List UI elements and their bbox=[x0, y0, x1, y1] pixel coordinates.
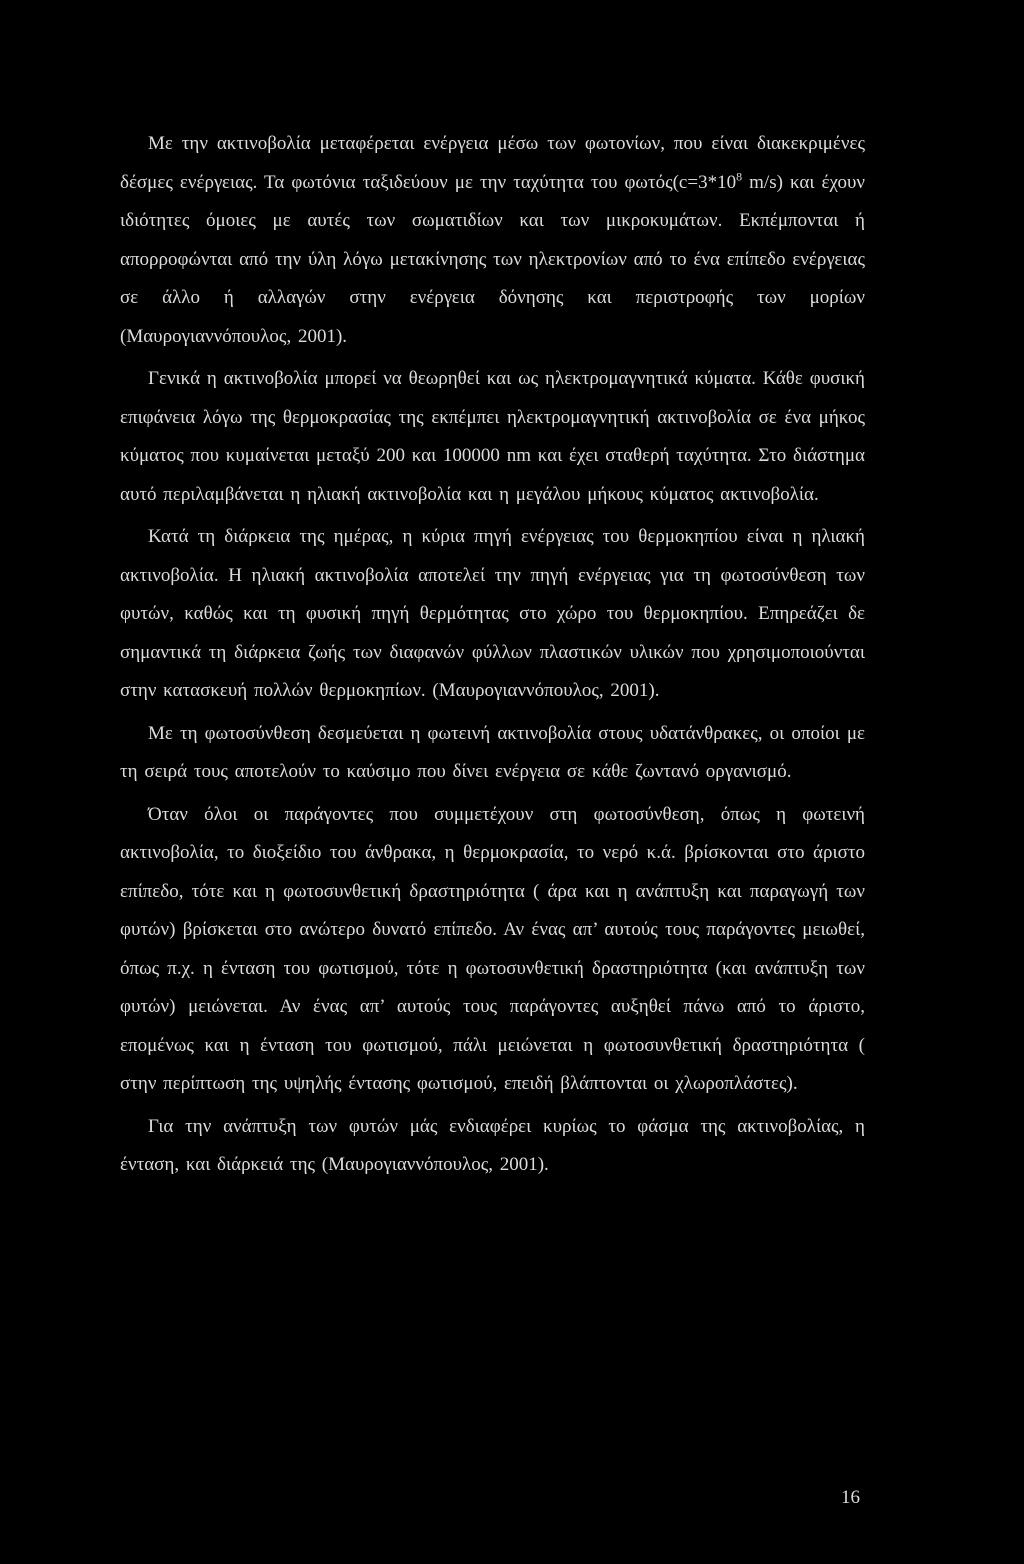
document-body bbox=[120, 125, 865, 1185]
paragraph-electromagnetic-waves: Γενικά η ακτινοβολία μπορεί να θεωρηθεί και ως ηλεκτρομαγνητικά κύματα. Κάθε φυσική επιφάνεια λόγω της θερμοκρασίας της εκπέμπει ηλεκτρομαγνητική ακτινοβολία σε ένα μήκος κύματος που κυμαίνεται μεταξύ 200 και 100000 nm και έχει σταθερή ταχύτητα. Στο διάστημα αυτό περιλαμβάνεται η ηλιακή ακτινοβολία και η μεγάλου μήκους κύματος ακτινοβολία. bbox=[120, 368, 865, 505]
paragraph-photosynthesis: Με τη φωτοσύνθεση δεσμεύεται η φωτεινή ακτινοβολία στους υδατάνθρακες, οι οποίοι με τη σειρά τους αποτελούν το καύσιμο που δίνει ενέργεια σε κάθε ζωντανό οργανισμό. bbox=[120, 722, 865, 782]
page-number: 16 bbox=[841, 1487, 860, 1508]
paragraph-greenhouse-solar: Κατά τη διάρκεια της ημέρας, η κύρια πηγή ενέργειας του θερμοκηπίου είναι η ηλιακή ακτινοβολία. Η ηλιακή ακτινοβολία αποτελεί την πηγή ενέργειας για τη φωτοσύνθεση των φυτών, καθώς και τη φυσική πηγή θερμότητας στο χώρο του θερμοκηπίου. Επηρεάζει δε σημαντικά τη διάρκεια ζωής των διαφανών φύλλων πλαστικών υλικών που χρησιμοποιούνται στην κατασκευή πολλών θερμοκηπίων. (Μαυρογιαννόπουλος, 2001). bbox=[120, 526, 865, 701]
paragraph-radiation-energy bbox=[120, 125, 865, 356]
paragraph-optimal-factors: Όταν όλοι οι παράγοντες που συμμετέχουν στη φωτοσύνθεση, όπως η φωτεινή ακτινοβολία, το διοξείδιο του άνθρακα, η θερμοκρασία, το νερό κ.ά. βρίσκονται στο άριστο επίπεδο, τότε και η φωτοσυνθετική δραστηριότητα ( άρα και η ανάπτυξη και παραγωγή των φυτών) βρίσκεται στο ανώτερο δυνατό επίπεδο. Αν ένας απ’ αυτούς τους παράγοντες μειωθεί, όπως π.χ. η ένταση του φωτισμού, τότε η φωτοσυνθετική δραστηριότητα (και ανάπτυξη των φυτών) μειώνεται. Αν ένας απ’ αυτούς τους παράγοντες αυξηθεί πάνω από το άριστο, επομένως και η ένταση του φωτισμού, πάλι μειώνεται η φωτοσυνθετική δραστηριότητα ( στην περίπτωση της υψηλής έντασης φωτισμού, επειδή βλάπτονται οι χλωροπλάστες). bbox=[120, 803, 865, 1094]
paragraph-1-text: Με την ακτινοβολία μεταφέρεται ενέργεια μέσω των φωτονίων, που είναι διακεκριμένες δέσμες ενέργειας. Τα φωτόνια ταξιδεύουν με την ταχύτητα του φωτός(c=3*10 bbox=[120, 133, 865, 193]
exponent-superscript: 8 bbox=[736, 169, 743, 184]
paragraph-1-text-continued: m/s) και έχουν ιδιότητες όμοιες με αυτές των σωματιδίων και των μικροκυμάτων. Εκπέμπονται ή απορροφώνται από την ύλη λόγω μετακίνησης των ηλεκτρονίων από το ένα επίπεδο ενέργειας σε άλλο ή αλλαγών στην ενέργεια δόνησης και περιστροφής των μορίων (Μαυρογιαννόπουλος, 2001). bbox=[120, 171, 866, 347]
paragraph-spectrum-intensity: Για την ανάπτυξη των φυτών μάς ενδιαφέρει κυρίως το φάσμα της ακτινοβολίας, η ένταση, και διάρκειά της (Μαυρογιαννόπουλος, 2001). bbox=[120, 1115, 865, 1175]
